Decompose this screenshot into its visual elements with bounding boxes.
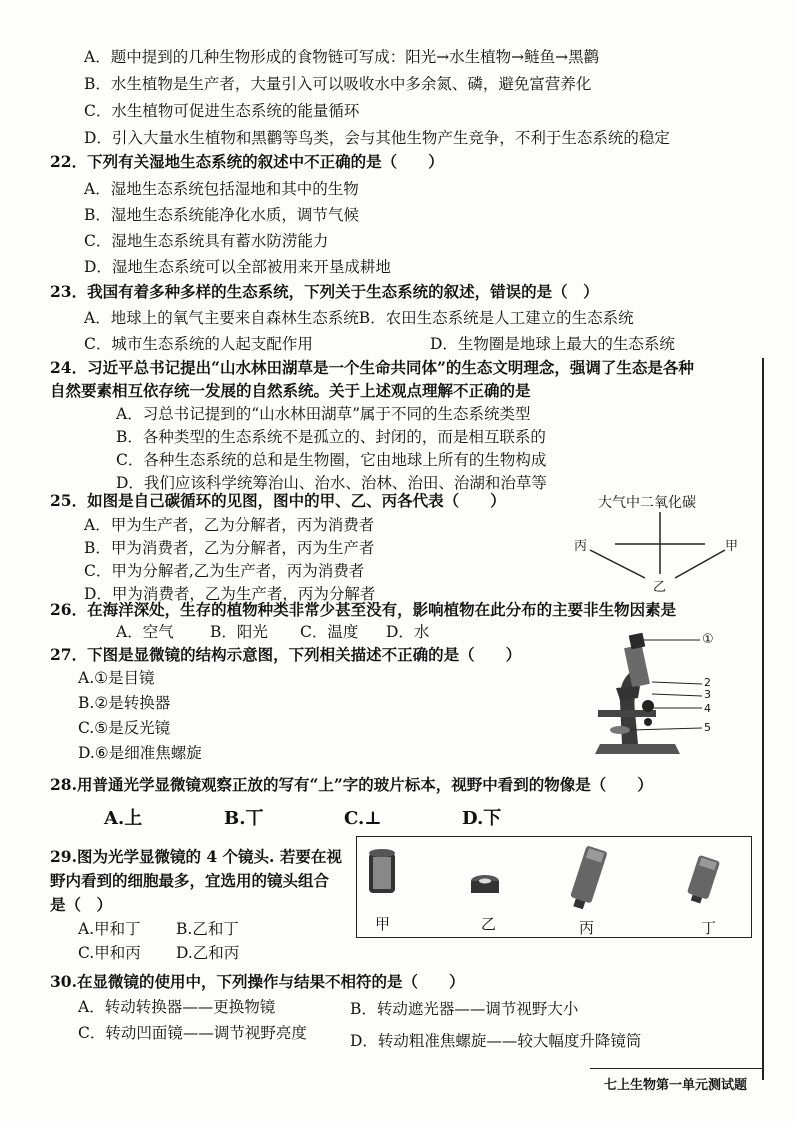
q26-option-b: B．阳光 [210,623,268,641]
microscope-label-5: 5 [704,721,711,734]
microscope-figure [580,632,720,758]
q30-option-d: D．转动粗准焦螺旋——较大幅度升降镜筒 [350,1032,642,1050]
microscope-label-2: 2 [704,676,711,689]
q21-option-d: D．引入大量水生植物和黑鹳等鸟类，会与其他生物产生竞争，不利于生态系统的稳定 [84,129,670,147]
q22-option-a: A．湿地生态系统包括湿地和其中的生物 [84,180,359,198]
q28-option-b: B.丅 [224,808,264,829]
q24-option-c: C．各种生态系统的总和是生物圈，它由地球上所有的生物构成 [116,451,547,469]
q30-stem: 30.在显微镜的使用中，下列操作与结果不相符的是（ ） [50,972,465,991]
q29-stem-line1: 29.图为光学显微镜的 4 个镜头. 若要在视 [50,847,342,866]
lens-label-ding: 丁 [701,919,717,937]
q25-option-a: A．甲为生产者，乙为分解者，丙为消费者 [84,516,375,534]
q24-option-d: D．我们应该科学统筹治山、治水、治林、治田、治湖和治草等 [116,474,547,492]
q25-stem: 25．如图是自己碳循环的见图，图中的甲、乙、丙各代表（ ） [50,491,506,510]
q25-option-d: D．甲为消费者，乙为生产者，丙为分解者 [84,585,376,603]
microscope-label-1: ① [702,632,714,647]
q24-option-a: A．习总书记提到的“山水林田湖草”属于不同的生态系统类型 [116,405,531,423]
q21-option-c: C．水生植物可促进生态系统的能量循环 [84,102,360,120]
q27-option-d: D.⑥是细准焦螺旋 [78,744,202,762]
q24-stem-line1: 24．习近平总书记提出“山水林田湖草是一个生命共同体”的生态文明理念，强调了生态是各种 [50,358,694,377]
q23-option-c: C．城市生态系统的人起支配作用 [84,335,313,353]
q27-option-a: A.①是目镜 [78,669,155,687]
microscope-label-3: 3 [704,688,711,701]
q28-option-a: A.上 [104,808,143,829]
q28-option-d: D.下 [462,808,502,829]
q26-option-c: C．温度 [300,623,359,641]
q22-option-d: D．湿地生态系统可以全部被用来开垦成耕地 [84,258,391,276]
diagram-label-atmosphere-co2: 大气中二氧化碳 [598,495,696,511]
q26-stem: 26．在海洋深处，生存的植物种类非常少甚至没有，影响植物在此分布的主要非生物因素是 [50,600,677,619]
q23-stem: 23．我国有着多种多样的生态系统，下列关于生态系统的叙述，错误的是（ ） [50,282,599,301]
q27-stem: 27．下图是显微镜的结构示意图，下列相关描述不正确的是（ ） [50,645,522,664]
q27-option-c: C.⑤是反光镜 [78,719,171,737]
carbon-cycle-diagram [560,490,750,600]
q21-option-b: B．水生植物是生产者，大量引入可以吸收水中多余氮、磷，避免富营养化 [84,75,592,93]
q28-option-c: C.⊥ [344,808,382,829]
microscope-label-4: 4 [704,702,711,715]
footer-rule [590,1068,762,1069]
q21-option-a: A．题中提到的几种生物形成的食物链可写成：阳光→水生植物→鲢鱼→黑鹳 [84,48,600,66]
margin-rule [762,358,764,1080]
diagram-label-yi: 乙 [653,580,667,595]
diagram-label-bing: 丙 [574,539,588,554]
q29-option-a: A.甲和丁 [78,920,141,938]
lens-figure [356,836,752,938]
lens-label-bing: 丙 [579,919,595,937]
q29-option-b: B.乙和丁 [176,920,239,938]
q29-option-d: D.乙和丙 [176,944,240,962]
q23-option-d: D．生物圈是地球上最大的生态系统 [430,335,675,353]
q24-option-b: B．各种类型的生态系统不是孤立的、封闭的，而是相互联系的 [116,428,546,446]
q24-stem-line2: 自然要素相互依存统一发展的自然系统。关于上述观点理解不正确的是 [50,381,531,400]
q25-option-c: C．甲为分解者,乙为生产者，丙为消费者 [84,562,365,580]
footer-title: 七上生物第一单元测试题 [604,1078,748,1093]
q25-option-b: B．甲为消费者，乙为分解者，丙为生产者 [84,539,375,557]
q22-option-b: B．湿地生态系统能净化水质，调节气候 [84,206,359,224]
q30-option-a: A．转动转换器——更换物镜 [78,998,276,1016]
q29-stem-line2: 野内看到的细胞最多，宜选用的镜头组合 [50,871,330,890]
q22-stem: 22．下列有关湿地生态系统的叙述中不正确的是（ ） [50,152,444,171]
diagram-label-jia: 甲 [725,539,739,554]
q29-option-c: C.甲和丙 [78,944,141,962]
q26-option-a: A．空气 [116,623,174,641]
q28-stem: 28.用普通光学显微镜观察正放的写有“上”字的玻片标本，视野中看到的物像是（ ） [50,775,653,794]
q30-option-c: C．转动凹面镜——调节视野亮度 [78,1024,307,1042]
q22-option-c: C．湿地生态系统具有蓄水防涝能力 [84,232,329,250]
q26-option-d: D．水 [386,623,430,641]
lens-label-yi: 乙 [481,915,497,933]
q30-option-b: B．转动遮光器——调节视野大小 [350,1000,579,1018]
q23-options-ab: A．地球上的氧气主要来自森林生态系统B．农田生态系统是人工建立的生态系统 [84,309,634,327]
q27-option-b: B.②是转换器 [78,694,171,712]
lens-label-jia: 甲 [375,915,391,933]
q29-stem-line3: 是（ ） [50,895,113,914]
